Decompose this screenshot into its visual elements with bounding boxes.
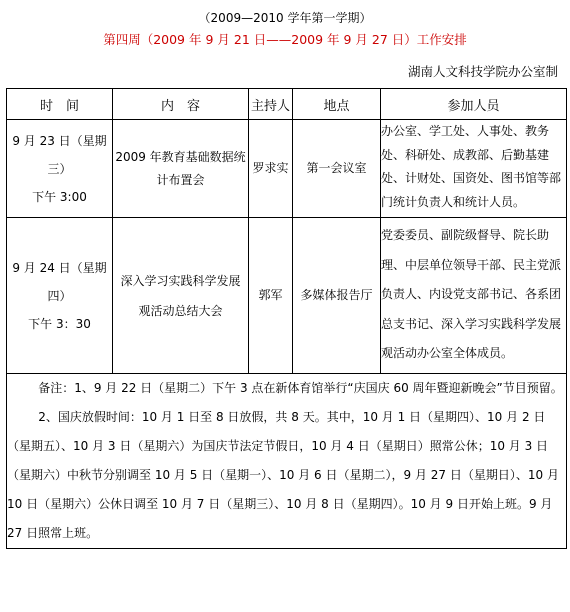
row-time: 下午 3：30 <box>28 316 91 331</box>
row-content-cell <box>113 218 249 374</box>
table-row <box>7 218 567 374</box>
header-participants: 参加人员 <box>381 89 567 120</box>
row-content-line: 观活动总结大会 <box>138 303 223 318</box>
header-row <box>7 89 567 120</box>
notes-cell <box>7 374 567 549</box>
row-place: 多媒体报告厅 <box>293 218 381 374</box>
row-date: 9 月 24 日（星期四） <box>12 260 107 303</box>
header-place: 地点 <box>293 89 381 120</box>
row-host: 郭军 <box>249 218 293 374</box>
row-date: 9 月 23 日（星期三） <box>12 133 107 176</box>
row-content-line: 深入学习实践科学发展 <box>120 273 241 288</box>
header-host: 主持人 <box>249 89 293 120</box>
header-time: 时 间 <box>7 89 113 120</box>
schedule-table <box>6 88 567 549</box>
note-paragraph: 2、国庆放假时间：10 月 1 日至 8 日放假，共 8 天。其中，10 月 1 日（星期四）、10 月 2 日（星期五）、10 月 3 日（星期六）为国庆节法定节假日，10 月 4 日（星期日）照常公休；10 月 3 日（星期六）中秋节分别调至 10 月 5 日（星期一）、10 月 6 日（星期二），9 月 27 日（星期日）、10 月 10 日（星期六）公休日调至 10 月 7 日（星期三）、10 月 8 日（星期四）。10 月 9 日开始上班。9 月 27 日照常上班。 <box>7 410 559 540</box>
row-participants: 办公室、学工处、人事处、教务处、科研处、成教部、后勤基建处、计财处、国资处、图书馆等部门统计负责人和统计人员。 <box>381 120 567 218</box>
row-place: 第一会议室 <box>293 120 381 218</box>
term-heading: （2009—2010 学年第一学期） <box>198 11 372 25</box>
row-time-cell <box>7 120 113 218</box>
week-title: 第四周（2009 年 9 月 21 日——2009 年 9 月 27 日）工作安排 <box>103 32 467 47</box>
row-host: 罗求实 <box>249 120 293 218</box>
table-row <box>7 120 567 218</box>
row-time: 下午 3:00 <box>32 189 87 204</box>
row-content-cell <box>113 120 249 218</box>
header-content: 内 容 <box>113 89 249 120</box>
row-participants: 党委委员、副院级督导、院长助理、中层单位领导干部、民主党派负责人、内设党支部书记、各系团总支书记、深入学习实践科学发展观活动办公室全体成员。 <box>381 218 567 374</box>
row-time-cell <box>7 218 113 374</box>
note-paragraph: 备注：1、9 月 22 日（星期二）下午 3 点在新体育馆举行“庆国庆 60 周年暨迎新晚会”节目预留。 <box>38 381 563 395</box>
row-content-line: 计布置会 <box>156 172 205 187</box>
office-signature: 湖南人文科技学院办公室制 <box>407 64 558 79</box>
row-content-line: 2009 年教育基础数据统 <box>115 149 246 164</box>
notes-row <box>7 374 567 549</box>
